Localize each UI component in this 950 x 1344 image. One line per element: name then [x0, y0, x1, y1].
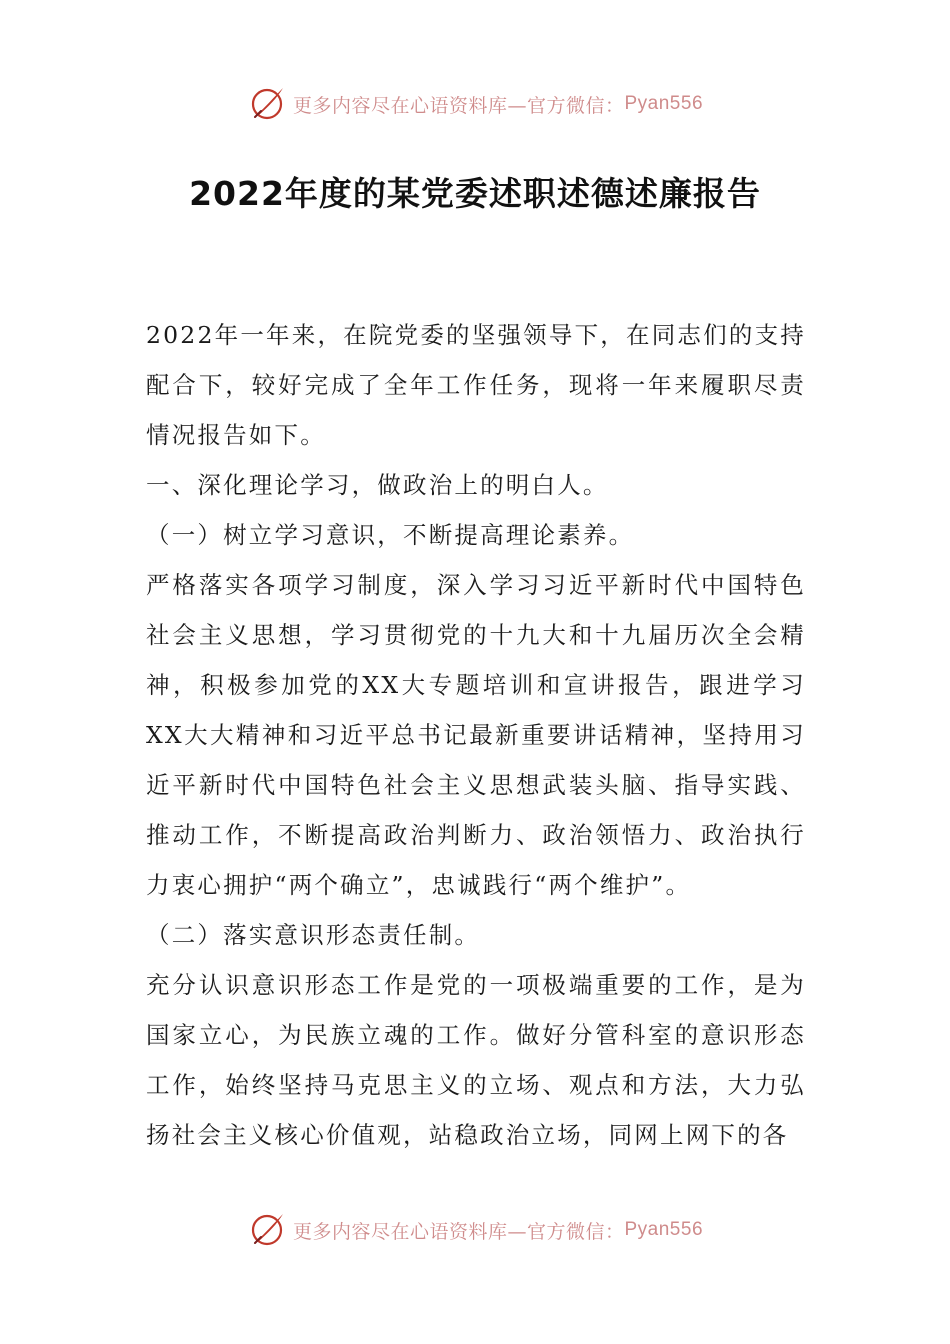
watermark-handle: Pyan556: [624, 93, 704, 114]
document-body: [146, 310, 806, 1160]
watermark-text: 更多内容尽在心语资料库—官方微信：: [292, 1220, 625, 1243]
watermark-handle: Pyan556: [624, 1219, 704, 1240]
paragraph-ideology: 充分认识意识形态工作是党的一项极端重要的工作，是为国家立心，为民族立魂的工作。做好分管科室的意识形态工作，始终坚持马克思主义的立场、观点和方法，大力弘扬社会主义核心价值观，站稳政治立场，同网上网下的各: [146, 971, 806, 1149]
watermark-banner-bottom: [0, 1208, 950, 1252]
paragraph-study: 严格落实各项学习制度，深入学习习近平新时代中国特色社会主义思想，学习贯彻党的十九大和十九届历次全会精神，积极参加党的XX大专题培训和宣讲报告，跟进学习XX大大精神和习近平总书记最新重要讲话精神，坚持用习近平新时代中国特色社会主义思想武装头脑、指导实践、推动工作，不断提高政治判断力、政治领悟力、政治执行力衷心拥护“两个确立”，忠诚践行“两个维护”。: [146, 571, 806, 899]
quill-logo-icon: [247, 1210, 287, 1250]
paragraph-intro: 2022年一年来，在院党委的坚强领导下，在同志们的支持配合下，较好完成了全年工作任务，现将一年来履职尽责情况报告如下。: [146, 321, 806, 449]
subheading-1-1: （一）树立学习意识，不断提高理论素养。: [146, 521, 635, 549]
watermark-text: 更多内容尽在心语资料库—官方微信：: [292, 94, 625, 117]
watermark-banner-top: [0, 82, 950, 126]
document-title: 2022年度的某党委述职述德述廉报告: [189, 174, 761, 213]
quill-logo-icon: [247, 84, 287, 124]
subheading-1-2: （二）落实意识形态责任制。: [146, 921, 481, 949]
heading-section-1: 一、深化理论学习，做政治上的明白人。: [146, 471, 609, 499]
